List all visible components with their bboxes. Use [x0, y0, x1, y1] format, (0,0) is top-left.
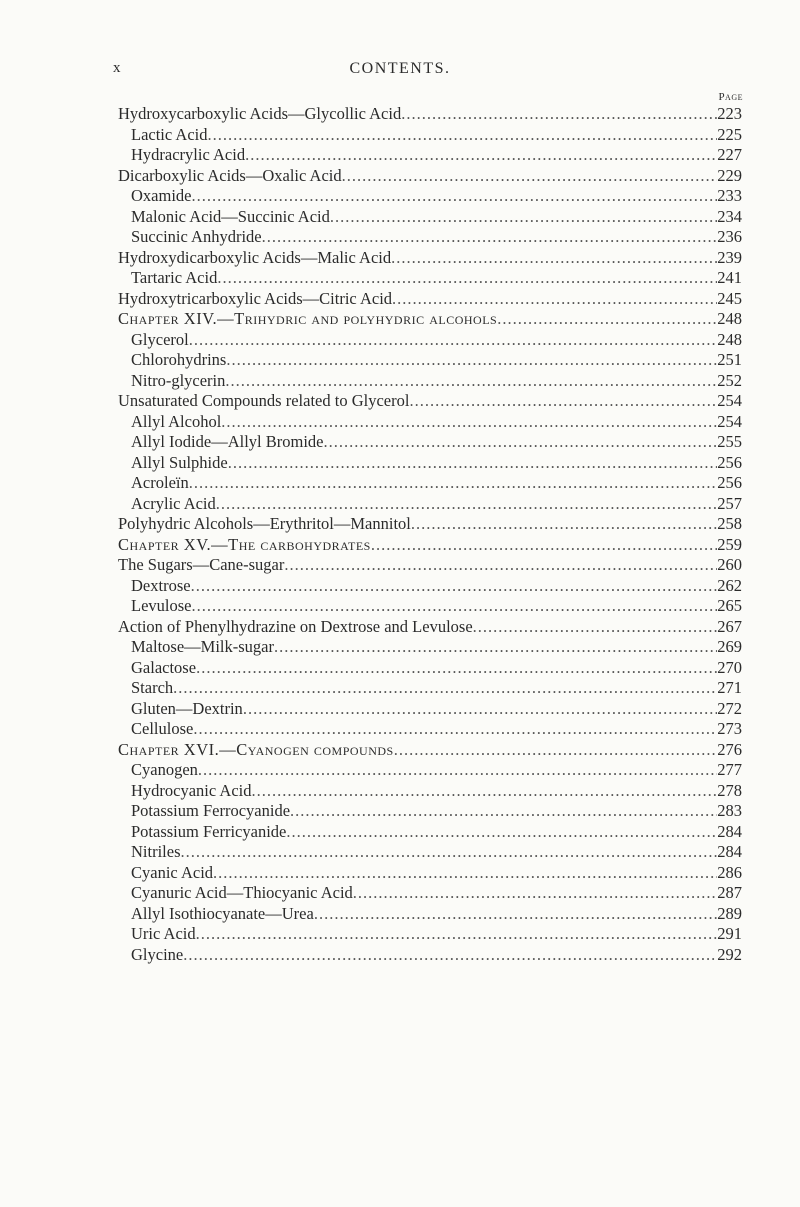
toc-entry — [0, 699, 800, 720]
toc-entry — [0, 186, 800, 207]
toc-chapter-heading — [0, 740, 800, 761]
dot-leader — [353, 883, 717, 904]
toc-entry — [0, 104, 800, 125]
toc-entry-page: 258 — [717, 514, 742, 533]
toc-entry-line — [131, 678, 742, 699]
toc-entry — [0, 145, 800, 166]
toc-entry-page: 248 — [717, 329, 742, 349]
dot-leader — [274, 637, 717, 658]
toc-chapter-heading — [0, 309, 800, 330]
toc-entry-line — [131, 576, 742, 597]
toc-entry — [0, 268, 800, 289]
toc-entry-title: The Sugars—Cane-sugar — [118, 555, 285, 574]
toc-entry-line — [131, 186, 742, 207]
toc-entry-title: Chapter XIV.—Trihydric and polyhydric alcohols — [118, 309, 498, 328]
toc-entry-line — [131, 719, 742, 740]
toc-entry-title: Cyanuric Acid—Thiocyanic Acid — [131, 883, 353, 902]
dot-leader — [330, 207, 717, 228]
toc-entry-page: 267 — [717, 616, 742, 636]
toc-entry — [0, 166, 800, 187]
toc-entry-page: 223 — [717, 104, 742, 123]
toc-entry — [0, 371, 800, 392]
page-number: x — [113, 60, 122, 76]
page-column-label: Page — [718, 91, 743, 103]
toc-entry-page: 254 — [717, 391, 742, 410]
dot-leader — [208, 125, 718, 146]
toc-entry — [0, 453, 800, 474]
toc-entry-line — [131, 596, 742, 617]
toc-entry-title: Hydracrylic Acid — [131, 145, 246, 164]
toc-entry-title: Nitro-glycerin — [131, 370, 226, 390]
toc-entry-title: Chlorohydrins — [131, 350, 227, 369]
dot-leader — [196, 924, 718, 945]
toc-entry-page: 287 — [717, 883, 742, 902]
toc-entry-line — [131, 801, 742, 822]
dot-leader — [181, 842, 718, 863]
toc-entry-line — [131, 822, 742, 843]
toc-entry-title: Galactose — [131, 657, 197, 677]
toc-entry-line — [131, 432, 742, 453]
toc-entry — [0, 248, 800, 269]
toc-entry-page: 260 — [717, 555, 742, 574]
toc-entry-title: Levulose — [131, 596, 192, 615]
toc-entry-line — [131, 412, 742, 433]
toc-entry-title: Acroleïn — [131, 473, 189, 492]
toc-entry — [0, 576, 800, 597]
dot-leader — [217, 268, 717, 289]
toc-entry — [0, 432, 800, 453]
toc-entry — [0, 494, 800, 515]
dot-leader — [290, 801, 717, 822]
toc-entry-page: 256 — [717, 473, 742, 492]
toc-entry-line — [131, 227, 742, 248]
toc-entry-title: Succinic Anhydride — [131, 227, 262, 246]
toc-entry-title: Allyl Iodide—Allyl Bromide — [131, 432, 324, 451]
toc-entry-line — [131, 760, 742, 781]
toc-entry-page: 255 — [717, 432, 742, 451]
toc-entry-page: 257 — [717, 493, 742, 513]
toc-entry-title: Unsaturated Compounds related to Glycerol — [118, 391, 410, 410]
dot-leader — [189, 330, 718, 351]
toc-entry — [0, 863, 800, 884]
toc-entry-title: Polyhydric Alcohols—Erythritol—Mannitol — [118, 514, 411, 533]
toc-entry-line — [131, 863, 742, 884]
dot-leader — [191, 186, 717, 207]
toc-entry-line — [118, 555, 742, 576]
dot-leader — [198, 760, 717, 781]
toc-entry — [0, 596, 800, 617]
toc-entry-title: Allyl Sulphide — [131, 452, 228, 472]
dot-leader — [392, 289, 717, 310]
toc-entry — [0, 289, 800, 310]
toc-entry-page: 277 — [717, 760, 742, 779]
dot-leader — [225, 371, 717, 392]
dot-leader — [243, 699, 717, 720]
running-head — [0, 60, 800, 84]
toc-entry-title: Allyl Alcohol — [131, 411, 222, 431]
toc-entry — [0, 391, 800, 412]
toc-entry — [0, 617, 800, 638]
toc-entry-page: 256 — [717, 452, 742, 472]
toc-entry-title: Tartaric Acid — [131, 268, 218, 287]
toc-entry — [0, 719, 800, 740]
toc-entry-title: Cellulose — [131, 719, 194, 738]
toc-entry-line — [131, 350, 742, 371]
toc-entry — [0, 822, 800, 843]
dot-leader — [193, 719, 717, 740]
toc-entry-line — [131, 842, 742, 863]
toc-entry — [0, 412, 800, 433]
toc-entry-page: 239 — [717, 247, 742, 267]
toc-entry-page: 252 — [717, 370, 742, 390]
dot-leader — [394, 740, 718, 761]
toc-entry-page: 291 — [717, 924, 742, 943]
toc-entry-title: Hydrocyanic Acid — [131, 780, 252, 800]
toc-entry — [0, 330, 800, 351]
toc-entry-line — [131, 473, 742, 494]
dot-leader — [411, 514, 717, 535]
toc-entry-page: 248 — [717, 309, 742, 328]
toc-entry — [0, 227, 800, 248]
toc-entry — [0, 207, 800, 228]
toc-entry — [0, 945, 800, 966]
toc-entry-page: 265 — [717, 596, 742, 615]
toc-entry-line — [131, 883, 742, 904]
dot-leader — [245, 145, 717, 166]
toc-entry-line — [118, 104, 742, 125]
dot-leader — [342, 166, 718, 187]
dot-leader — [252, 781, 718, 802]
toc-entry-line — [131, 781, 742, 802]
toc-entry-title: Allyl Isothiocyanate—Urea — [131, 903, 314, 923]
dot-leader — [191, 596, 717, 617]
toc-entry-line — [131, 453, 742, 474]
toc-entry-line — [118, 617, 742, 638]
dot-leader — [183, 945, 717, 966]
toc-entry — [0, 904, 800, 925]
toc-entry-page: 227 — [717, 145, 742, 164]
toc-entry — [0, 678, 800, 699]
toc-entry-title: Dicarboxylic Acids—Oxalic Acid — [118, 165, 342, 185]
toc-entry-page: 272 — [717, 698, 742, 718]
dot-leader — [323, 432, 717, 453]
toc-entry-page: 286 — [717, 862, 742, 882]
toc-entry-title: Hydroxycarboxylic Acids—Glycollic Acid — [118, 104, 402, 123]
toc-entry-line — [131, 371, 742, 392]
toc-chapter-heading — [0, 535, 800, 556]
running-title: CONTENTS. — [349, 60, 451, 77]
toc-entry — [0, 801, 800, 822]
toc-entry-title: Nitriles — [131, 842, 181, 861]
toc-entry-title: Starch — [131, 678, 174, 697]
toc-entry-line — [131, 494, 742, 515]
toc-entry-page: 276 — [717, 739, 742, 759]
toc-entry-title: Cyanogen — [131, 760, 198, 779]
toc-entry-title: Chapter XVI.—Cyanogen compounds — [118, 739, 394, 759]
toc-entry-line — [131, 904, 742, 925]
toc-entry-title: Cyanic Acid — [131, 862, 214, 882]
toc-entry-page: 251 — [717, 350, 742, 369]
toc-entry — [0, 125, 800, 146]
toc-entry-page: 283 — [717, 801, 742, 820]
dot-leader — [189, 473, 718, 494]
toc-entry-title: Glycine — [131, 944, 184, 964]
toc-entry-title: Potassium Ferrocyanide — [131, 801, 291, 820]
toc-entry — [0, 658, 800, 679]
dot-leader — [314, 904, 717, 925]
toc-entry-line — [131, 924, 742, 945]
toc-entry-page: 245 — [717, 288, 742, 308]
toc-entry-title: Lactic Acid — [131, 124, 208, 144]
toc-entry — [0, 924, 800, 945]
toc-entry-title: Action of Phenylhydrazine on Dextrose and Levulose — [118, 616, 473, 636]
dot-leader — [284, 555, 717, 576]
dot-leader — [228, 453, 718, 474]
toc-entry — [0, 555, 800, 576]
toc-entry-page: 273 — [717, 719, 742, 738]
toc-entry-title: Oxamide — [131, 186, 192, 205]
toc-entry-page: 229 — [717, 165, 742, 185]
dot-leader — [173, 678, 717, 699]
toc-entry-page: 262 — [717, 575, 742, 595]
toc-entry-page: 254 — [717, 411, 742, 431]
dot-leader — [473, 617, 718, 638]
toc-entry-page: 270 — [717, 657, 742, 677]
toc-entry-page: 278 — [717, 780, 742, 800]
toc-entry — [0, 473, 800, 494]
toc-entry-line — [118, 535, 742, 556]
dot-leader — [391, 248, 717, 269]
dot-leader — [196, 658, 717, 679]
toc-entry-line — [131, 145, 742, 166]
toc-entry-title: Gluten—Dextrin — [131, 698, 243, 718]
toc-entry — [0, 350, 800, 371]
toc-entry — [0, 883, 800, 904]
toc-entry-line — [118, 391, 742, 412]
toc-entry-title: Dextrose — [131, 575, 191, 595]
toc-entry-line — [118, 514, 742, 535]
toc-entry-page: 234 — [717, 206, 742, 226]
toc-entry-title: Maltose—Milk-sugar — [131, 637, 274, 656]
toc-entry-page: 284 — [717, 842, 742, 861]
toc-entry-line — [118, 248, 742, 269]
toc-entry-line — [118, 740, 742, 761]
dot-leader — [226, 350, 717, 371]
dot-leader — [371, 535, 717, 556]
toc-entry-page: 241 — [717, 268, 742, 287]
dot-leader — [409, 391, 717, 412]
toc-entry — [0, 637, 800, 658]
toc-entry-title: Chapter XV.—The carbohydrates — [118, 534, 371, 554]
dot-leader — [401, 104, 717, 125]
dot-leader — [191, 576, 718, 597]
dot-leader — [497, 309, 717, 330]
toc-entry-line — [131, 125, 742, 146]
toc-entry-line — [131, 330, 742, 351]
toc-entry-line — [131, 945, 742, 966]
dot-leader — [216, 494, 717, 515]
toc-entry — [0, 514, 800, 535]
dot-leader — [213, 863, 717, 884]
toc-entry-page: 271 — [717, 678, 742, 697]
toc-entry-line — [131, 658, 742, 679]
toc-entry-title: Hydroxydicarboxylic Acids—Malic Acid — [118, 247, 392, 267]
table-of-contents — [0, 104, 800, 965]
toc-entry-title: Potassium Ferricyanide — [131, 821, 287, 841]
dot-leader — [262, 227, 718, 248]
toc-entry-line — [131, 207, 742, 228]
toc-entry-line — [118, 289, 742, 310]
toc-entry-title: Hydroxytricarboxylic Acids—Citric Acid — [118, 288, 393, 308]
toc-entry-page: 284 — [717, 821, 742, 841]
toc-entry-line — [131, 637, 742, 658]
toc-entry-page: 269 — [717, 637, 742, 656]
toc-entry-title: Acrylic Acid — [131, 493, 216, 513]
toc-entry — [0, 781, 800, 802]
toc-entry-line — [118, 309, 742, 330]
toc-entry-title: Uric Acid — [131, 924, 196, 943]
toc-entry-page: 233 — [717, 186, 742, 205]
toc-entry-line — [131, 699, 742, 720]
toc-entry-title: Glycerol — [131, 329, 189, 349]
toc-entry-page: 289 — [717, 903, 742, 923]
dot-leader — [286, 822, 717, 843]
toc-entry-page: 236 — [717, 227, 742, 246]
toc-entry-line — [131, 268, 742, 289]
toc-entry-title: Malonic Acid—Succinic Acid — [131, 206, 330, 226]
toc-entry-line — [118, 166, 742, 187]
toc-entry-page: 225 — [717, 124, 742, 144]
dot-leader — [221, 412, 717, 433]
toc-entry — [0, 760, 800, 781]
toc-entry — [0, 842, 800, 863]
toc-entry-page: 292 — [717, 944, 742, 964]
toc-entry-page: 259 — [717, 534, 742, 554]
